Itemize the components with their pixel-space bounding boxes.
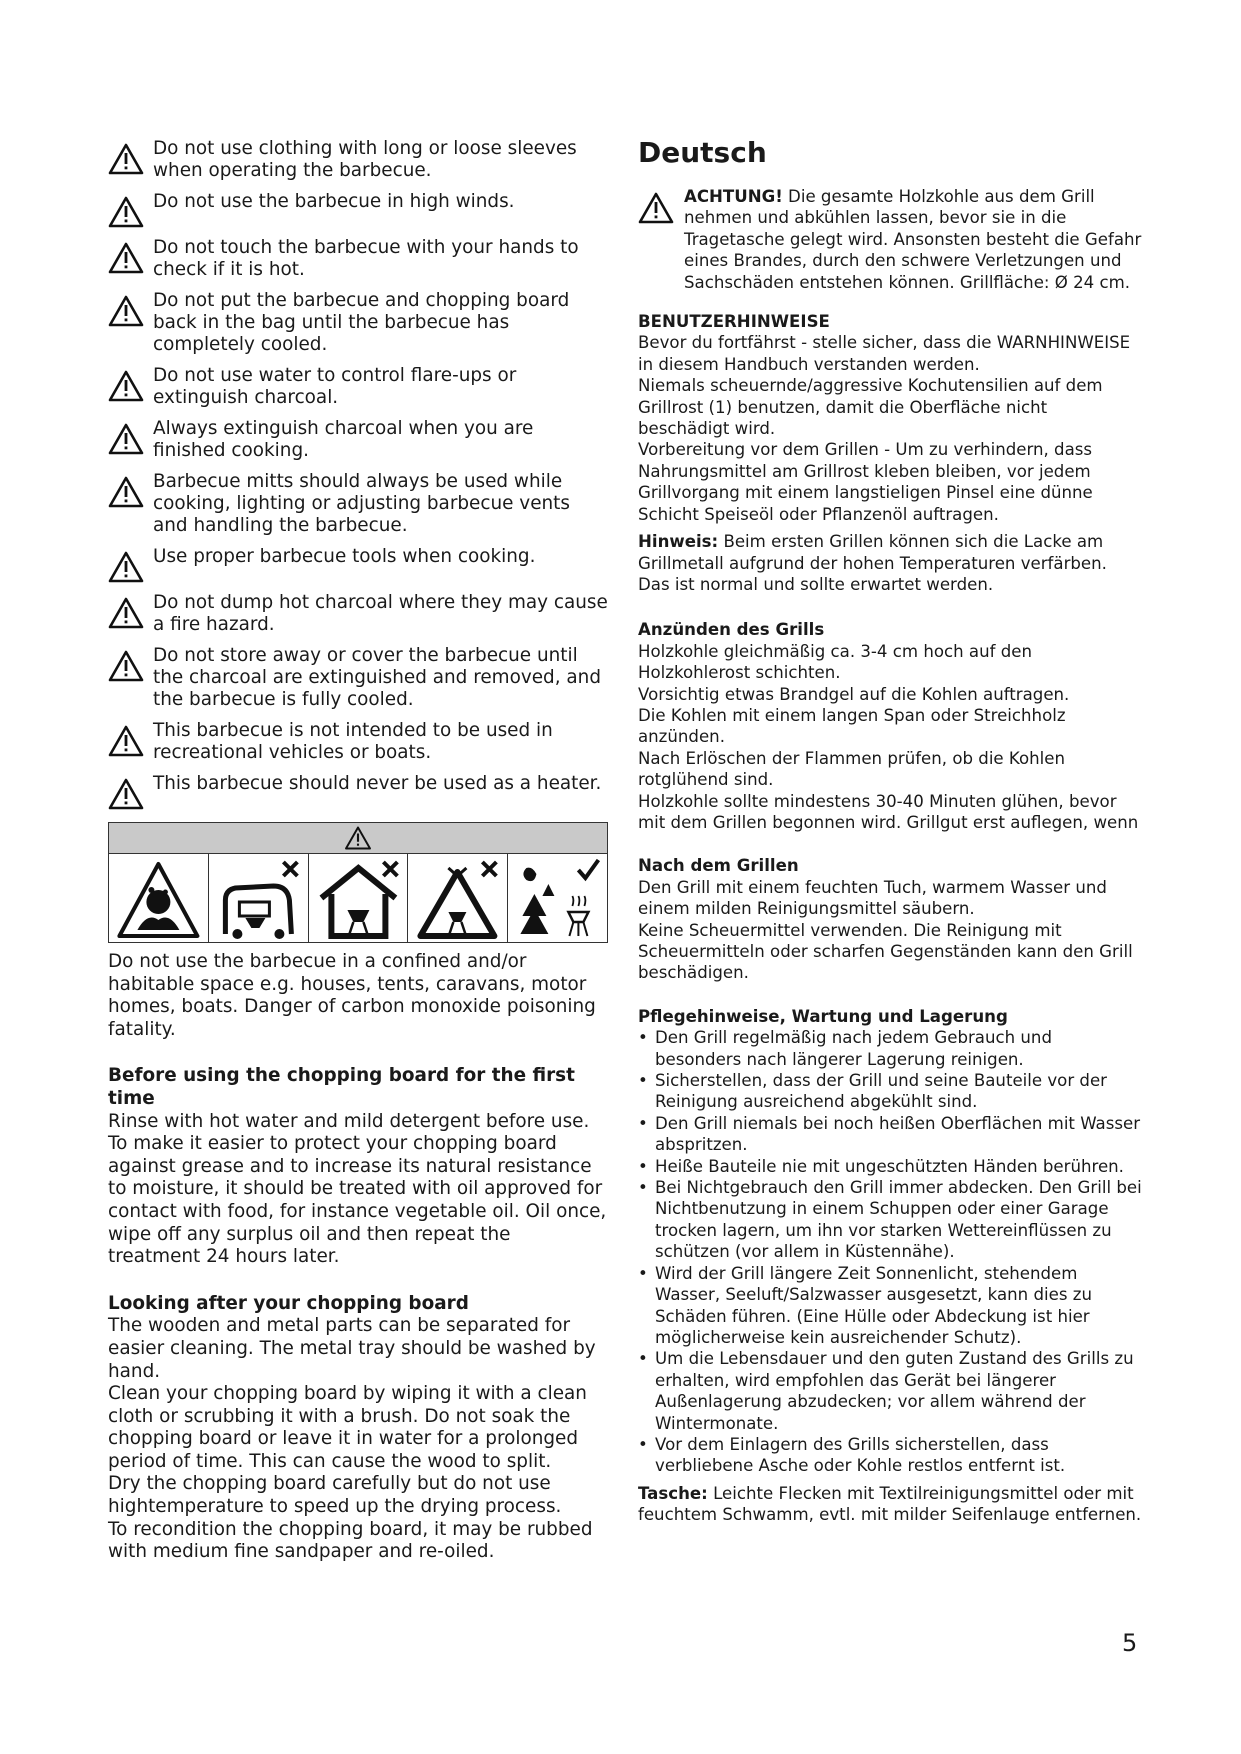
list-item: • Wird der Grill längere Zeit Sonnenlicht, stehendem Wasser, Seeluft/Salzwasser ausgesetzt, kann dies zu Schäden führen. (Eine Hülle oder Abdeckung ist hier möglicherweise kein ausreichender Schutz). [638,1263,1092,1347]
user-notes-paragraph: Bevor du fortfährst - stelle sicher, dass die WARNHINWEISE in diesem Handbuch verstanden werden. [638,333,1131,374]
warning-item [108,720,608,764]
lighting-paragraph: Vorsichtig etwas Brandgel auf die Kohlen auftragen. [638,684,1070,704]
first-use-text: Rinse with hot water and mild detergent before use. To make it easier to protect your chopping board against grease and to increase its natural resistance to moisture, it should be treated with oil approved for contact with food, for instance vegetable oil. Oil once, wipe off any surplus oil and then repeat the treatment 24 hours later. [108,1110,607,1268]
warning-text: Do not put the barbecue and chopping board back in the bag until the barbecue has completely cooled. [153,290,570,355]
warning-text: Do not use clothing with long or loose sleeves when operating the barbecue. [153,138,577,181]
warning-icon [108,143,144,175]
warning-icon [108,370,144,402]
warning-icon [108,597,144,629]
carbon-monoxide-pictogram [109,854,209,942]
lighting-heading: Anzünden des Grills [638,620,825,640]
warning-item [108,290,608,356]
warning-icon [108,295,144,327]
carbon-monoxide-warning-icon [109,854,208,942]
care-paragraph: Dry the chopping board carefully but do not use hightemperature to speed up the drying process. [108,1473,562,1518]
english-column [108,138,608,1564]
warning-text: Do not store away or cover the barbecue until the charcoal are extinguished and removed, and the barbecue is fully cooled. [153,645,602,710]
no-house-pictogram [309,854,409,942]
list-item: • Sicherstellen, dass der Grill und seine Bauteile vor der Reinigung ausreichend abgekühlt sind. [638,1071,1107,1112]
list-item: • Den Grill regelmäßig nach jedem Gebrauch und besonders nach längerer Lagerung reinigen. [638,1028,1052,1069]
lighting-paragraph: Die Kohlen mit einem langen Span oder Streichholz anzünden. [638,705,1066,747]
lighting-paragraph: Holzkohle sollte mindestens 30-40 Minuten glühen, bevor mit dem Grillen begonnen wird. Grillgut erst auflegen, wenn [638,791,1139,832]
warning-item [108,773,608,810]
warning-item [108,365,608,409]
achtung-label: ACHTUNG! [684,187,783,206]
page-number: 5 [1122,1629,1138,1657]
list-item: • Um die Lebensdauer und den guten Zustand des Grills zu erhalten, wird empfohlen das Gerät bei längerer Außenlagerung abzudecken; vor allem während der Wintermonate. [638,1349,1134,1433]
german-column [638,138,1143,1526]
care-paragraph: To recondition the chopping board, it may be rubbed with medium fine sandpaper and re-oiled. [108,1518,593,1563]
user-notes-paragraph: Vorbereitung vor dem Grillen - Um zu verhindern, dass Nahrungsmittel am Grillrost kleben bleiben, vor jedem Grillvorgang mit einem langstieligen Pinsel eine dünne Schicht Speiseöl oder Pflanzenöl auftragen. [638,440,1093,524]
note-paragraph [638,531,1143,595]
after-grilling-paragraph: Den Grill mit einem feuchten Tuch, warmem Wasser und einem milden Reinigungsmittel säubern. [638,877,1107,919]
warning-item [108,418,608,462]
bag-paragraph [638,1483,1143,1526]
no-tent-pictogram [408,854,508,942]
warning-text: This barbecue is not intended to be used in recreational vehicles or boats. [153,720,553,763]
lighting-paragraph: Nach Erlöschen der Flammen prüfen, ob die Kohlen rotglühend sind. [638,748,1065,790]
outdoor-ok-pictogram [508,854,607,942]
warning-icon [108,423,144,455]
warning-item [108,237,608,281]
confined-space-warning: Do not use the barbecue in a confined and/or habitable space e.g. houses, tents, caravans, motor homes, boats. Danger of carbon monoxide poisoning fatality. [108,951,596,1040]
warning-text: Do not use the barbecue in high winds. [153,191,515,212]
after-grilling-heading: Nach dem Grillen [638,856,799,876]
warning-icon [108,551,144,583]
warning-icon [108,778,144,810]
warning-icon [108,476,144,508]
warning-text: Do not use water to control flare-ups or extinguish charcoal. [153,365,517,408]
warning-item [108,645,608,711]
maintenance-heading: Pflegehinweise, Wartung und Lagerung [638,1006,1008,1026]
lighting-paragraph: Holzkohle gleichmäßig ca. 3-4 cm hoch auf den Holzkohlerost schichten. [638,641,1032,683]
user-notes-paragraph: Niemals scheuernde/aggressive Kochutensilien auf dem Grillrost (1) benutzen, damit die Oberfläche nicht beschädigt wird. [638,376,1103,439]
achtung-text [684,186,1143,293]
warning-item [108,592,608,636]
no-tent-icon [408,854,507,942]
care-paragraph: The wooden and metal parts can be separated for easier cleaning. The metal tray should be washed by hand. [108,1315,596,1382]
pictogram-table [108,822,608,943]
list-item: • Den Grill niemals bei noch heißen Oberflächen mit Wasser abspritzen. [638,1113,1141,1155]
care-heading: Looking after your chopping board [108,1292,469,1314]
note-body: Beim ersten Grillen können sich die Lacke am Grillmetall aufgrund der hohen Temperaturen verfärben. Das ist normal und sollte erwartet werden. [638,532,1107,594]
first-use-heading: Before using the chopping board for the first time [108,1065,575,1109]
no-vehicle-pictogram [209,854,309,942]
warning-item [108,191,608,228]
warning-list [108,138,608,810]
achtung-body: Die gesamte Holzkohle aus dem Grill nehmen und abkühlen lassen, bevor sie in die Tragetasche gelegt wird. Ansonsten besteht die Gefahr eines Brandes, durch den schwere Verletzungen und Sachschäden entstehen können. Grillfläche: Ø 24 cm. [684,187,1142,292]
achtung-notice [638,186,1143,293]
warning-icon [108,242,144,274]
warning-text: Do not dump hot charcoal where they may cause a fire hazard. [153,592,608,635]
care-paragraph: Clean your chopping board by wiping it with a clean cloth or scrubbing it with a brush. Do not soak the chopping board or leave it in water for a prolonged period of time. This can cause the wood to split. [108,1383,587,1472]
warning-icon [638,192,674,224]
warning-text: Always extinguish charcoal when you are finished cooking. [153,418,534,461]
warning-icon [108,650,144,682]
warning-item [108,138,608,182]
after-grilling-paragraph: Keine Scheuermittel verwenden. Die Reinigung mit Scheuermitteln oder scharfen Gegenständen kann den Grill beschädigen. [638,920,1133,983]
note-label: Hinweis: [638,532,719,552]
maintenance-list [638,1027,1143,1477]
warning-text: Do not touch the barbecue with your hands to check if it is hot. [153,237,579,280]
warning-icon [108,725,144,757]
warning-text: Barbecue mitts should always be used while cooking, lighting or adjusting barbecue vents and handling the barbecue. [153,471,570,536]
section-title: Deutsch [638,136,767,169]
warning-item [108,546,608,583]
warning-item [108,471,608,537]
list-item: • Bei Nichtgebrauch den Grill immer abdecken. Den Grill bei Nichtbenutzung in einem Schuppen oder einer Garage trocken lagern, um ihn vor starken Wettereinflüssen zu schützen (vor allem in Küstennähe). [638,1178,1142,1262]
warning-icon [344,826,372,850]
bag-body: Leichte Flecken mit Textilreinigungsmittel oder mit feuchtem Schwamm, evtl. mit milder Seifenlauge entfernen. [638,1483,1142,1525]
warning-text: This barbecue should never be used as a heater. [153,773,602,794]
bag-label: Tasche: [638,1483,708,1503]
no-vehicle-icon [209,854,308,942]
pictogram-header [109,823,607,854]
no-indoor-icon [309,854,408,942]
warning-icon [108,196,144,228]
outdoor-allowed-icon [508,854,607,942]
list-item: • Heiße Bauteile nie mit ungeschützten Händen berühren. [638,1156,1124,1176]
user-notes-heading: BENUTZERHINWEISE [638,312,830,332]
warning-text: Use proper barbecue tools when cooking. [153,546,536,567]
list-item: • Vor dem Einlagern des Grills sicherstellen, dass verbliebene Asche oder Kohle restlos entfernt ist. [638,1434,1066,1476]
